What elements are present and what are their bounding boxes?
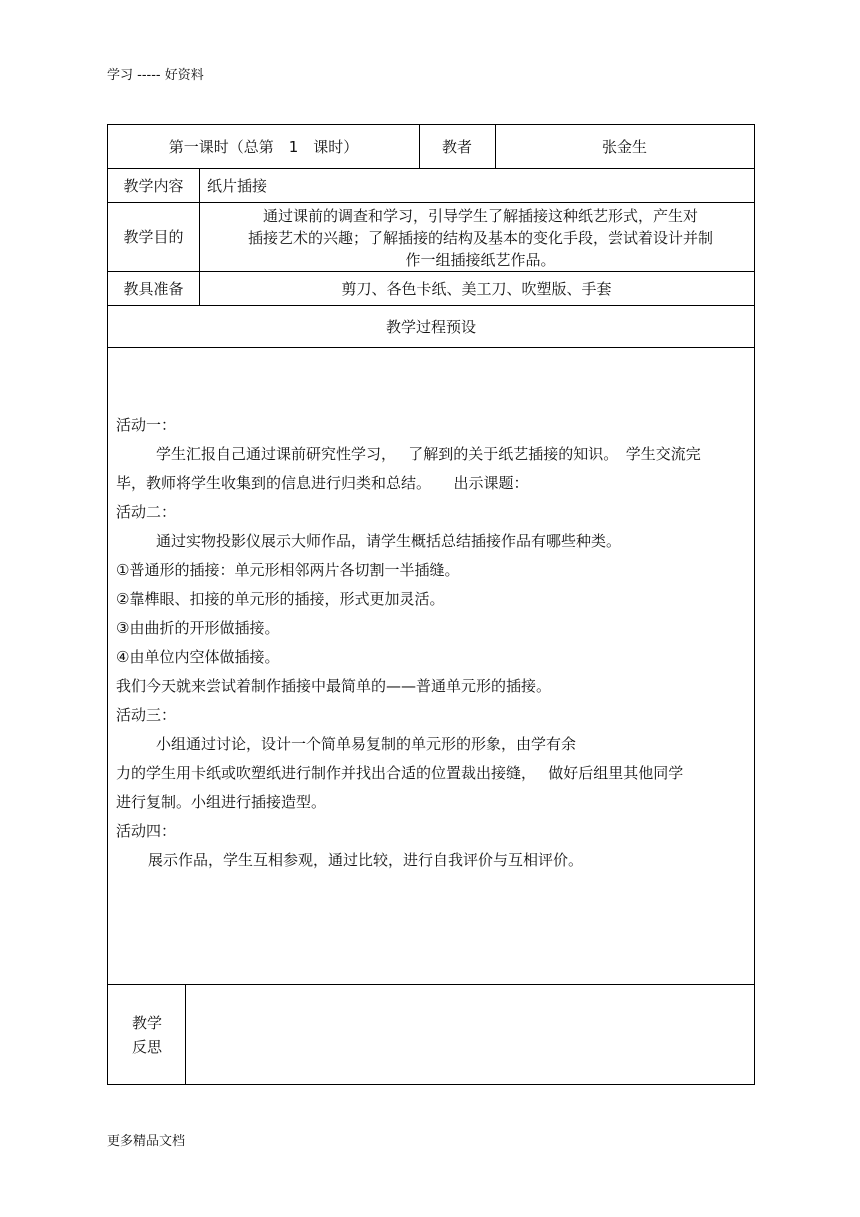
content-value: 纸片插接 [207,176,268,195]
activity-2-title: 活动二： [116,503,177,521]
activity-3-line: 小组通过讨论，设计一个简单易复制的单元形的形象，由学有余 [156,735,577,753]
activity-2-line: 通过实物投影仪展示大师作品，请学生概括总结插接作品有哪些种类。 [156,532,622,550]
row-divider [108,347,754,348]
activity-3-title: 活动三： [116,706,177,724]
page-footer: 更多精品文档 [107,1134,186,1149]
activity-2-line: 我们今天就来尝试着制作插接中最简单的——普通单元形的插接。 [116,677,552,695]
process-body [116,411,748,875]
lesson-plan-table [107,124,755,1085]
activity-4-line: 展示作品，学生互相参观，通过比较，进行自我评价与互相评价。 [148,851,584,869]
teacher-label: 教者 [441,138,472,156]
goal-line: 通过课前的调查和学习，引导学生了解插接这种纸艺形式，产生对 [262,207,698,225]
row-divider [108,202,754,203]
content-label: 教学内容 [123,176,184,195]
reflection-label [108,985,186,1085]
teacher-name: 张金生 [601,138,647,156]
goal-label: 教学目的 [123,228,184,246]
activity-1-line: 毕，教师将学生收集到的信息进行归类和总结。 出示课题： [116,474,529,492]
activity-2-item: ④由单位内空体做插接。 [116,648,280,666]
goal-line: 作一组插接纸艺作品。 [405,251,556,269]
process-header: 教学过程预设 [385,317,476,336]
reflection-content [186,985,754,1084]
page-header: 学习 ----- 好资料 [107,68,204,83]
activity-2-item: ②靠榫眼、扣接的单元形的插接，形式更加灵活。 [116,590,445,608]
activity-4-title: 活动四： [116,822,177,840]
tools-value: 剪刀、各色卡纸、美工刀、吹塑版、手套 [341,279,612,298]
activity-3-line: 力的学生用卡纸或吹塑纸进行制作并找出合适的位置裁出接缝， 做好后组里其他同学 [116,764,684,782]
activity-2-item: ①普通形的插接：单元形相邻两片各切割一半插缝。 [116,561,460,579]
goal-text [208,205,753,271]
goal-line: 插接艺术的兴趣；了解插接的结构及基本的变化手段，尝试着设计并制 [247,229,713,247]
tools-label: 教具准备 [123,279,184,298]
activity-3-line: 进行复制。小组进行插接造型。 [116,793,327,811]
activity-2-item: ③由曲折的开形做插接。 [116,619,280,637]
activity-1-line: 学生汇报自己通过课前研究性学习， 了解到的关于纸艺插接的知识。 学生交流完 [156,445,701,463]
reflection-label-line: 反思 [131,1038,162,1056]
lesson-title: 第一课时（总第 1 课时） [168,138,359,156]
activity-1-title: 活动一： [116,416,177,434]
reflection-label-line: 教学 [131,1014,162,1032]
